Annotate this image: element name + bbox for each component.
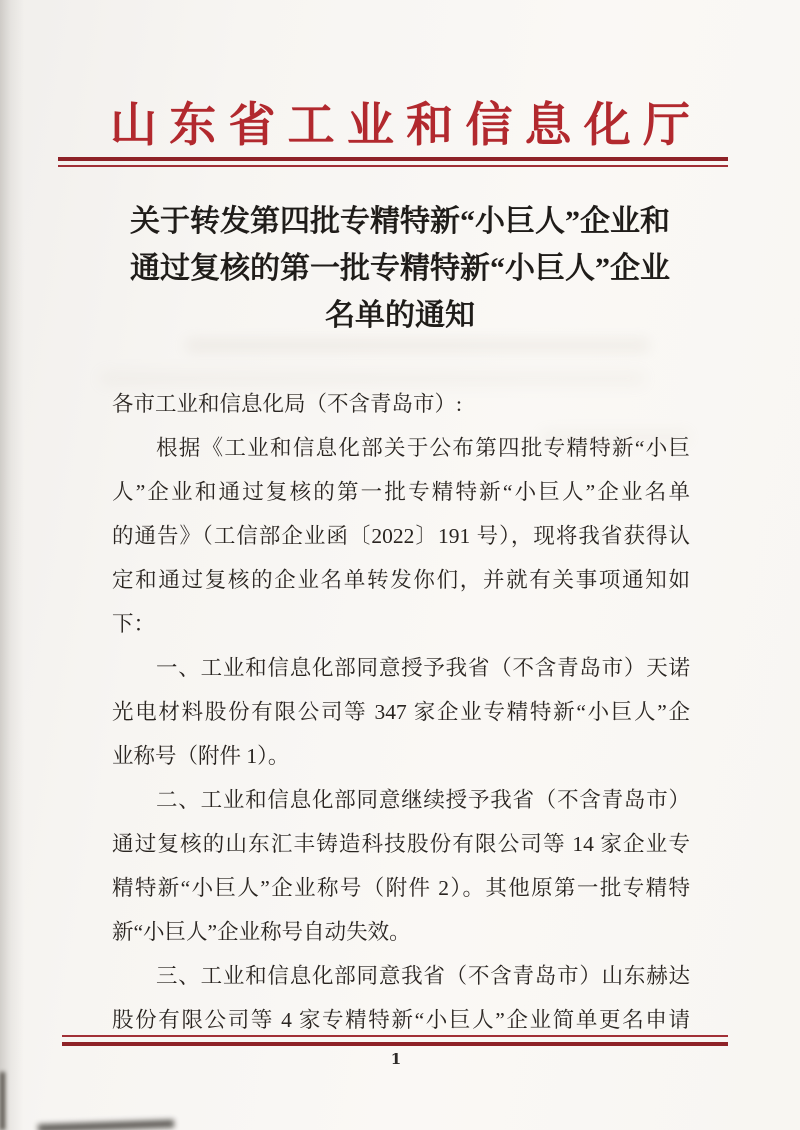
body-line: 一、工业和信息化部同意授予我省（不含青岛市）天诺 bbox=[156, 656, 690, 680]
document-title-line: 关于转发第四批专精特新“小巨人”企业和 bbox=[130, 205, 670, 238]
body-line: 三、工业和信息化部同意我省（不含青岛市）山东赫达 bbox=[156, 964, 690, 988]
body-line: 下： bbox=[112, 612, 156, 636]
letterhead-rule-thin bbox=[58, 165, 728, 167]
body-line: 的通告》（工信部企业函〔2022〕191 号），现将我省获得认 bbox=[112, 524, 690, 548]
document-body bbox=[112, 382, 690, 1042]
scan-artifact bbox=[38, 1120, 174, 1130]
body-line: 新“小巨人”企业称号自动失效。 bbox=[112, 920, 411, 944]
body-line: 业称号（附件 1）。 bbox=[112, 744, 290, 768]
scan-edge-shadow bbox=[0, 0, 24, 1130]
footer-rule-thin bbox=[62, 1035, 728, 1037]
page-number: 1 bbox=[390, 1050, 402, 1068]
body-line: 股份有限公司等 4 家专精特新“小巨人”企业简单更名申请 bbox=[112, 1008, 690, 1032]
body-line: 定和通过复核的企业名单转发你们，并就有关事项通知如 bbox=[112, 568, 690, 592]
body-line: 各市工业和信息化局（不含青岛市）: bbox=[112, 392, 462, 416]
document-title bbox=[60, 198, 740, 339]
body-line: 根据《工业和信息化部关于公布第四批专精特新“小巨 bbox=[156, 436, 690, 460]
letterhead-title: 山东省工业和信息化厅 bbox=[110, 100, 703, 152]
letterhead-rule-thick bbox=[58, 157, 728, 161]
bleed-through-artifact bbox=[185, 338, 650, 353]
body-line: 人”企业和通过复核的第一批专精特新“小巨人”企业名单 bbox=[112, 480, 690, 504]
footer-rule-thick bbox=[62, 1042, 728, 1046]
body-line: 通过复核的山东汇丰铸造科技股份有限公司等 14 家企业专 bbox=[112, 832, 690, 856]
body-line: 光电材料股份有限公司等 347 家企业专精特新“小巨人”企 bbox=[112, 700, 690, 724]
document-title-line: 名单的通知 bbox=[325, 299, 475, 332]
body-line: 二、工业和信息化部同意继续授予我省（不含青岛市） bbox=[156, 788, 690, 812]
body-line: 精特新“小巨人”企业称号（附件 2）。其他原第一批专精特 bbox=[112, 876, 690, 900]
document-title-line: 通过复核的第一批专精特新“小巨人”企业 bbox=[130, 252, 670, 285]
scan-artifact bbox=[0, 1072, 5, 1130]
